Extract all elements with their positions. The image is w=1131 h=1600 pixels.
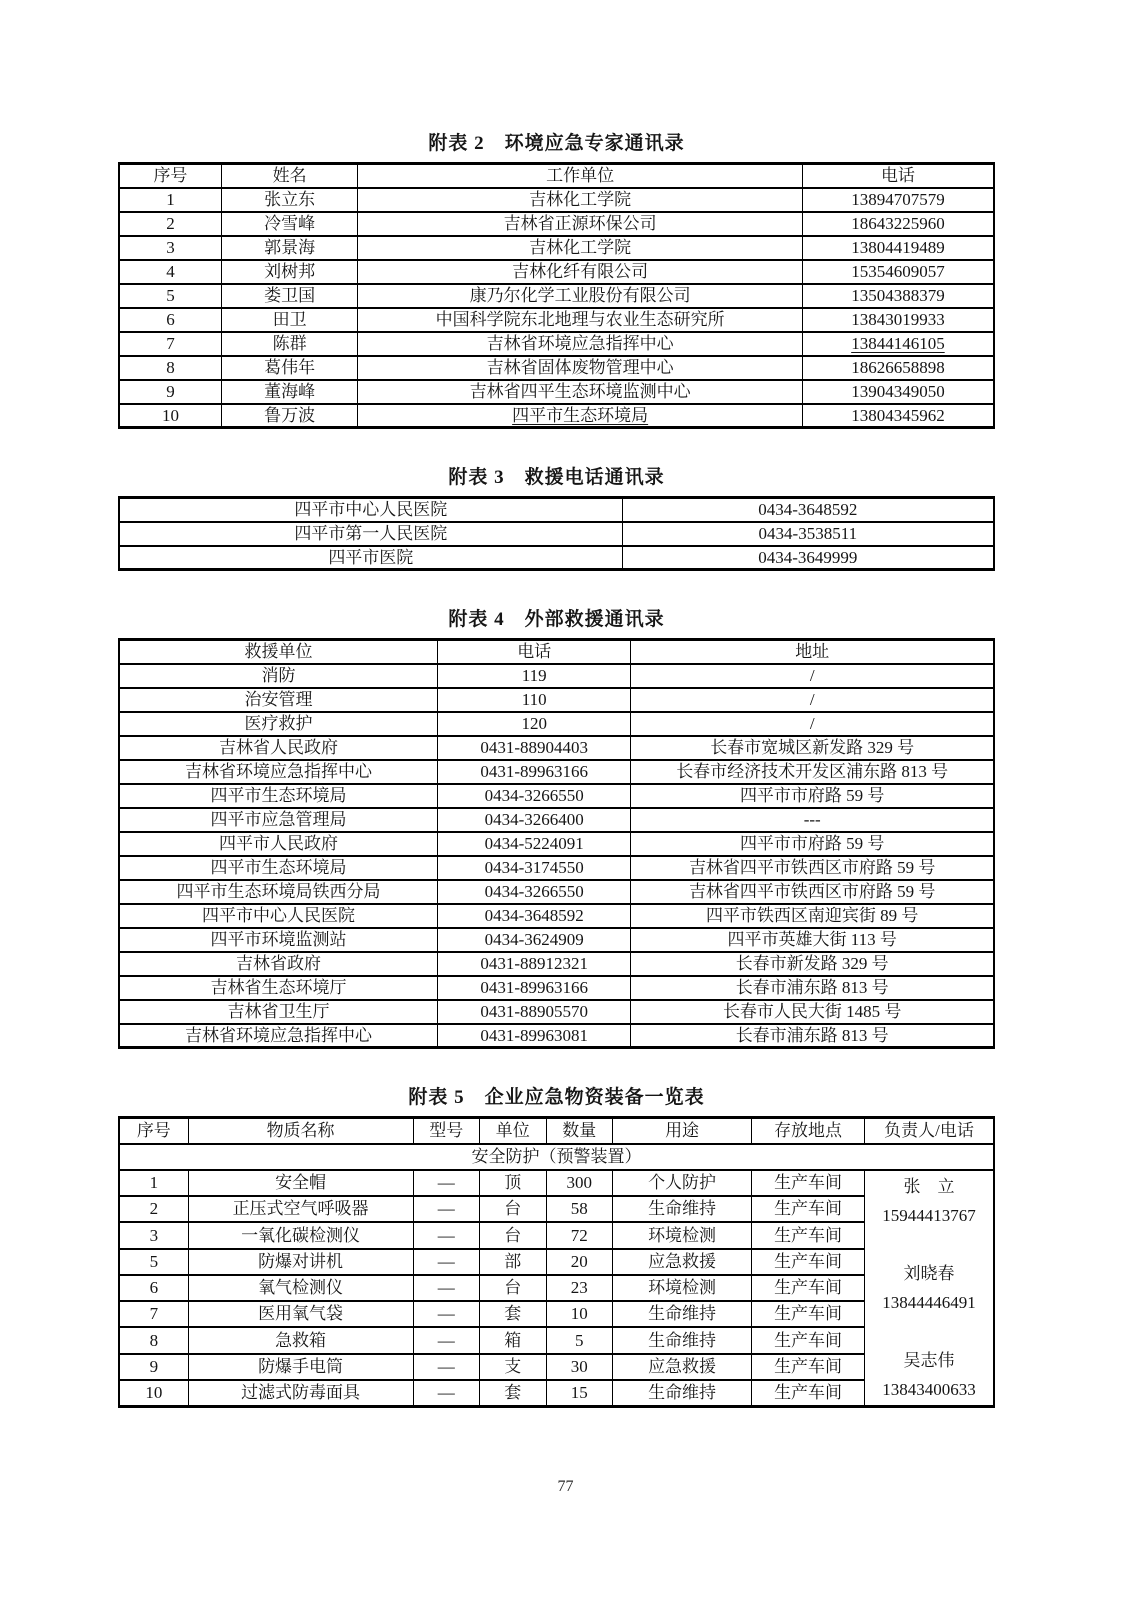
table-cell: 3 [119,1222,188,1248]
table-row [119,332,994,356]
table-cell: 中国科学院东北地理与农业生态研究所 [358,308,803,332]
table-row [119,380,994,404]
table-row [119,1249,994,1275]
header-row [119,640,994,664]
table-cell: 8 [119,1327,188,1353]
table-row [119,308,994,332]
table-cell: — [413,1196,480,1222]
column-header: 数量 [546,1118,613,1144]
table-cell: 吉林化纤有限公司 [358,260,803,284]
table-row [119,1354,994,1380]
table-cell: 支 [480,1354,547,1380]
table-row [119,784,994,808]
table-cell: 长春市宽城区新发路 329 号 [631,736,994,760]
responsible-line: 13843400633 [882,1379,976,1399]
table-cell: 生产车间 [752,1222,865,1248]
table-cell: 安全帽 [188,1170,413,1196]
table-cell: 0434-3538511 [622,522,994,546]
table-cell: 葛伟年 [221,356,358,380]
table-cell: 0434-3266400 [438,808,631,832]
table-cell: / [631,688,994,712]
table-cell: 13843019933 [802,308,994,332]
table-cell: 吉林省卫生厅 [119,1000,438,1024]
header-row [119,1118,994,1144]
responsible-line: 吴志伟 [903,1350,955,1370]
table-row [119,522,994,546]
table-cell: 吉林省正源环保公司 [358,212,803,236]
table-cell: 过滤式防毒面具 [188,1380,413,1406]
table-cell: / [631,712,994,736]
table-cell: 20 [546,1249,613,1275]
table-cell: 13844146105 [802,332,994,356]
table-cell: 消防 [119,664,438,688]
emergency-materials-table [118,1116,995,1408]
table-row [119,1000,994,1024]
page-number: 77 [557,1478,574,1495]
table-cell: 吉林省环境应急指挥中心 [358,332,803,356]
table-cell: 四平市英雄大街 113 号 [631,928,994,952]
table-cell: 8 [119,356,221,380]
table-cell: 0434-5224091 [438,832,631,856]
table-row [119,546,994,570]
table-row [119,832,994,856]
table-cell: 吉林省生态环境厅 [119,976,438,1000]
table-cell: 生产车间 [752,1275,865,1301]
table-row [119,904,994,928]
column-header: 救援单位 [119,640,438,664]
table-cell: 9 [119,1354,188,1380]
column-header: 电话 [802,164,994,188]
table-cell: 四平市生态环境局铁西分局 [119,880,438,904]
table-cell: 急救箱 [188,1327,413,1353]
column-header: 用途 [613,1118,752,1144]
table-cell: 0431-88905570 [438,1000,631,1024]
table-cell: 9 [119,380,221,404]
table-cell: 72 [546,1222,613,1248]
table-cell: 箱 [480,1327,547,1353]
table-row [119,1275,994,1301]
table-row [119,1222,994,1248]
table-cell: 防爆手电筒 [188,1354,413,1380]
table-cell: 10 [546,1301,613,1327]
table-cell: 10 [119,1380,188,1406]
table-cell: 3 [119,236,221,260]
table-cell: 生产车间 [752,1249,865,1275]
table-cell: 个人防护 [613,1170,752,1196]
table-row [119,1024,994,1048]
table-row [119,284,994,308]
table-cell: 吉林省四平市铁西区市府路 59 号 [631,856,994,880]
table-cell: 120 [438,712,631,736]
table-row [119,1301,994,1327]
table-cell: 1 [119,1170,188,1196]
column-header: 工作单位 [358,164,803,188]
table-cell: 长春市经济技术开发区浦东路 813 号 [631,760,994,784]
table-cell: 长春市浦东路 813 号 [631,1024,994,1048]
table-cell: 生命维持 [613,1301,752,1327]
table-cell: 四平市生态环境局 [119,784,438,808]
table-cell: 0434-3624909 [438,928,631,952]
table-cell: — [413,1222,480,1248]
table-cell: 四平市市府路 59 号 [631,832,994,856]
table-row [119,1196,994,1222]
table-row [119,760,994,784]
responsible-line [869,1317,989,1346]
responsible-line: 15944413767 [882,1205,976,1225]
table-cell: 郭景海 [221,236,358,260]
table-cell: 生产车间 [752,1170,865,1196]
table-cell: 300 [546,1170,613,1196]
table-cell: 长春市浦东路 813 号 [631,976,994,1000]
table-row [119,356,994,380]
table-cell: 吉林省政府 [119,952,438,976]
rescue-phone-section [118,462,995,571]
table-cell: 四平市生态环境局 [119,856,438,880]
table-cell: 10 [119,404,221,428]
responsible-line: 张 立 [903,1176,955,1196]
table-cell: 吉林省固体废物管理中心 [358,356,803,380]
table-cell: 生产车间 [752,1380,865,1406]
table-cell: 30 [546,1354,613,1380]
table-cell: 5 [119,284,221,308]
table-cell: 冷雪峰 [221,212,358,236]
table-cell: 环境检测 [613,1275,752,1301]
responsible-line: 刘晓春 [903,1263,955,1283]
table-cell: 吉林化工学院 [358,236,803,260]
emergency-materials-section [118,1082,995,1408]
table-cell: 应急救援 [613,1249,752,1275]
table-cell: 吉林化工学院 [358,188,803,212]
responsible-line [869,1230,989,1259]
table-cell: 四平市中心人民医院 [119,904,438,928]
table-cell: 长春市人民大街 1485 号 [631,1000,994,1024]
table-cell: 四平市中心人民医院 [119,498,622,522]
rescue-phone-title: 附表 3 救援电话通讯录 [448,467,665,489]
table-cell: 5 [119,1249,188,1275]
table-cell: 医用氧气袋 [188,1301,413,1327]
table-cell: 110 [438,688,631,712]
table-cell: 生产车间 [752,1327,865,1353]
table-cell: 顶 [480,1170,547,1196]
table-cell: 套 [480,1301,547,1327]
column-header: 电话 [438,640,631,664]
table-cell: 四平市人民政府 [119,832,438,856]
table-row [119,188,994,212]
table-cell: 0434-3174550 [438,856,631,880]
table-cell: 吉林省环境应急指挥中心 [119,1024,438,1048]
table-cell: 4 [119,260,221,284]
table-row [119,260,994,284]
emergency-materials-title: 附表 5 企业应急物资装备一览表 [408,1087,705,1109]
table-cell: 13894707579 [802,188,994,212]
table-row [119,712,994,736]
table-cell: — [413,1380,480,1406]
table-row [119,928,994,952]
table-cell: 18643225960 [802,212,994,236]
subheader-row [119,1144,994,1170]
table-cell: — [413,1170,480,1196]
table-cell: 生命维持 [613,1327,752,1353]
table-cell: 生产车间 [752,1354,865,1380]
table-cell: 7 [119,1301,188,1327]
table-row [119,1380,994,1406]
column-header: 姓名 [221,164,358,188]
table-cell: 娄卫国 [221,284,358,308]
table-cell: 0434-3648592 [438,904,631,928]
table-cell: 治安管理 [119,688,438,712]
table-cell: — [413,1249,480,1275]
table-row [119,1327,994,1353]
table-cell: 15 [546,1380,613,1406]
table-row [119,498,994,522]
table-cell: 2 [119,1196,188,1222]
responsible-line: 13844446491 [882,1292,976,1312]
table-cell: 四平市环境监测站 [119,928,438,952]
table-row [119,736,994,760]
table-cell: 刘树邦 [221,260,358,284]
table-cell: 台 [480,1275,547,1301]
table-row [119,952,994,976]
table-row [119,1170,994,1196]
table-cell: 董海峰 [221,380,358,404]
table-cell: 部 [480,1249,547,1275]
table-cell: 氧气检测仪 [188,1275,413,1301]
table-cell: 23 [546,1275,613,1301]
table-row [119,976,994,1000]
table-cell: 0434-3649999 [622,546,994,570]
table-row [119,236,994,260]
table-cell: 四平市铁西区南迎宾街 89 号 [631,904,994,928]
table-cell: 生产车间 [752,1301,865,1327]
table-cell: 鲁万波 [221,404,358,428]
table-row [119,808,994,832]
table-cell: 6 [119,308,221,332]
table-cell: 5 [546,1327,613,1353]
table-cell: 6 [119,1275,188,1301]
expert-contacts-section [118,128,995,429]
external-rescue-table [118,638,995,1049]
column-header: 单位 [480,1118,547,1144]
table-cell: 58 [546,1196,613,1222]
column-header: 型号 [413,1118,480,1144]
table-cell: 吉林省四平市铁西区市府路 59 号 [631,880,994,904]
table-cell: 四平市医院 [119,546,622,570]
table-cell: 0434-3266550 [438,784,631,808]
table-cell: — [413,1354,480,1380]
table-cell: 13904349050 [802,380,994,404]
table-cell: — [413,1275,480,1301]
table-cell: 15354609057 [802,260,994,284]
table-row [119,404,994,428]
column-header: 序号 [119,164,221,188]
section-subheader: 安全防护（预警装置） [119,1144,994,1170]
table-cell: 7 [119,332,221,356]
table-cell: 0431-89963166 [438,976,631,1000]
table-row [119,688,994,712]
column-header: 序号 [119,1118,188,1144]
responsible-contact-cell [865,1170,995,1407]
column-header: 物质名称 [188,1118,413,1144]
column-header: 地址 [631,640,994,664]
table-row [119,664,994,688]
table-cell: 一氧化碳检测仪 [188,1222,413,1248]
rescue-phone-table [118,496,995,571]
table-cell: 四平市市府路 59 号 [631,784,994,808]
table-cell: 吉林省环境应急指挥中心 [119,760,438,784]
document-content [118,128,995,1441]
table-cell: 生产车间 [752,1196,865,1222]
table-cell: 生命维持 [613,1196,752,1222]
table-cell: 康乃尔化学工业股份有限公司 [358,284,803,308]
table-cell: 陈群 [221,332,358,356]
table-cell: 吉林省四平生态环境监测中心 [358,380,803,404]
table-cell: 0431-89963081 [438,1024,631,1048]
table-cell: 医疗救护 [119,712,438,736]
table-row [119,212,994,236]
table-cell: — [413,1327,480,1353]
table-cell: 生命维持 [613,1380,752,1406]
table-cell: 13804419489 [802,236,994,260]
external-rescue-title: 附表 4 外部救援通讯录 [448,609,665,631]
table-cell: 13804345962 [802,404,994,428]
expert-contacts-table [118,162,995,429]
table-cell: 四平市应急管理局 [119,808,438,832]
table-cell: 套 [480,1380,547,1406]
header-row [119,164,994,188]
table-cell: 13504388379 [802,284,994,308]
table-cell: 119 [438,664,631,688]
table-cell: 0434-3266550 [438,880,631,904]
table-row [119,880,994,904]
table-cell: / [631,664,994,688]
table-cell: 四平市第一人民医院 [119,522,622,546]
table-row [119,856,994,880]
table-cell: 应急救援 [613,1354,752,1380]
table-cell: --- [631,808,994,832]
table-cell: 0431-88912321 [438,952,631,976]
table-cell: 台 [480,1222,547,1248]
table-cell: 田卫 [221,308,358,332]
column-header: 负责人/电话 [865,1118,995,1144]
table-cell: 0431-88904403 [438,736,631,760]
table-cell: 台 [480,1196,547,1222]
table-cell: — [413,1301,480,1327]
table-cell: 吉林省人民政府 [119,736,438,760]
column-header: 存放地点 [752,1118,865,1144]
table-cell: 环境检测 [613,1222,752,1248]
table-cell: 0431-89963166 [438,760,631,784]
table-cell: 正压式空气呼吸器 [188,1196,413,1222]
table-cell: 2 [119,212,221,236]
table-cell: 张立东 [221,188,358,212]
table-cell: 长春市新发路 329 号 [631,952,994,976]
table-cell: 18626658898 [802,356,994,380]
table-cell: 防爆对讲机 [188,1249,413,1275]
external-rescue-section [118,604,995,1049]
expert-contacts-title: 附表 2 环境应急专家通讯录 [428,133,685,154]
table-cell: 四平市生态环境局 [358,404,803,428]
table-cell: 0434-3648592 [622,498,994,522]
table-cell: 1 [119,188,221,212]
